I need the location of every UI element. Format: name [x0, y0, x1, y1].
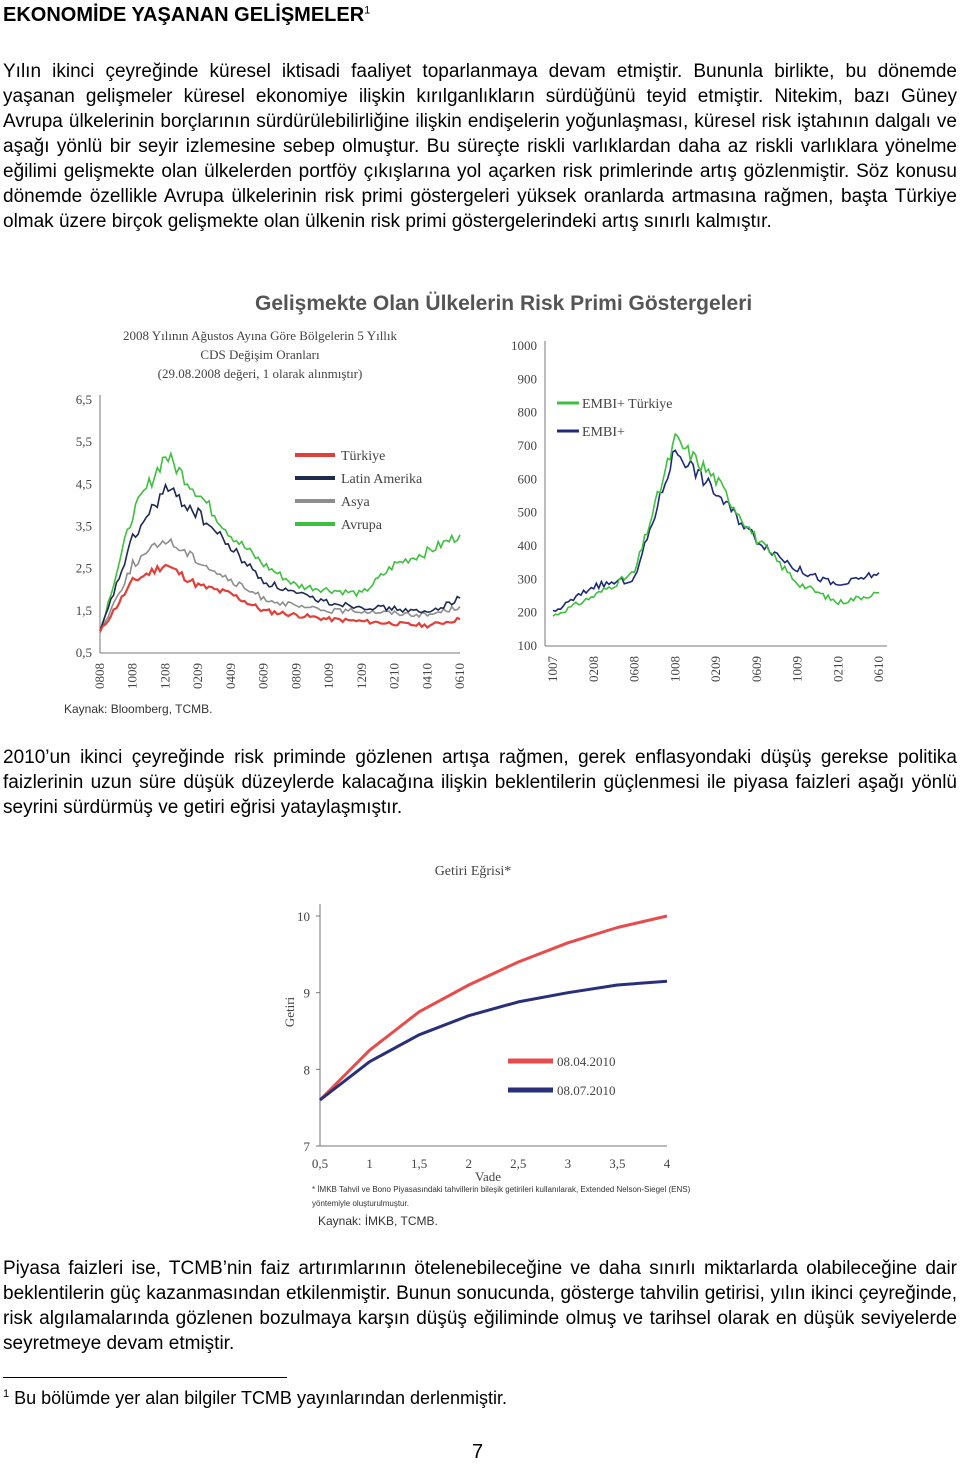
page-number: 7: [472, 1441, 484, 1463]
footnote-mark: 1: [3, 1388, 10, 1400]
yield-legend-label: 08.04.2010: [557, 1054, 616, 1069]
embi-x-tick-label: 1008: [667, 656, 683, 682]
footnote: [3, 1388, 507, 1409]
cds-y-tick-label: 5,5: [75, 434, 92, 450]
embi-y-tick-label: 400: [517, 538, 537, 553]
cds-y-tick-label: 3,5: [75, 518, 92, 534]
embi-x-tick-label: 0210: [830, 656, 846, 682]
cds-legend-label: Asya: [341, 495, 370, 510]
cds-y-tick-label: 0,5: [75, 645, 92, 660]
embi-y-tick-label: 300: [517, 571, 537, 587]
yield-x-tick-label: 4: [663, 1156, 671, 1171]
footnote-separator: [3, 1377, 287, 1378]
yield-y-tick-label: 10: [297, 909, 310, 924]
yield-curve-figure: [270, 856, 700, 1236]
yield-curve-chart: [270, 856, 700, 1181]
embi-x-tick-label: 0208: [585, 656, 601, 682]
cds-legend-label: Latin Amerika: [341, 472, 423, 487]
embi-x-tick-label: 0610: [871, 656, 886, 682]
yield-x-axis-label: Vade: [475, 1169, 501, 1181]
cds-title-line: 2008 Yılının Ağustos Ayına Göre Bölgelerin 5 Yıllık: [122, 328, 398, 343]
yield-x-tick-label: 1,5: [411, 1156, 428, 1171]
cds-x-tick-label: 0209: [190, 663, 206, 689]
cds-y-tick-label: 1,5: [75, 602, 92, 618]
figure1-source: Kaynak: Bloomberg, TCMB.: [64, 702, 213, 716]
cds-legend-label: Avrupa: [341, 518, 382, 533]
yield-y-tick-label: 8: [303, 1062, 310, 1078]
cds-y-tick-label: 2,5: [75, 560, 92, 576]
embi-series-line: [553, 434, 879, 616]
embi-x-tick-label: 0209: [708, 656, 723, 682]
heading-text: EKONOMİDE YAŞANAN GELİŞMELER: [3, 4, 365, 26]
cds-x-tick-label: 0410: [419, 663, 435, 689]
cds-chart: [55, 308, 475, 718]
paragraph-3: Piyasa faizleri ise, TCMB’nin faiz artırımlarının ötelenebileceğine ve daha sınırlı miktarlarda olabileceğine dair beklentilerin güç kazanmasından etkilenmiştir. Bunun sonucunda, gösterge tahvilin getirisi, yılın ikinci çeyreğinde, risk algılamalarında gözlenen bozulmaya karşın düşüş eğiliminde olmuş ve tarihsel olarak en düşük seviyelerde seyretmeye devam etmiştir.: [3, 1258, 957, 1354]
cds-x-tick-label: 1209: [353, 663, 369, 689]
heading-footnote-mark: 1: [364, 4, 371, 17]
cds-x-tick-label: 0609: [255, 663, 271, 689]
paragraph-1: Yılın ikinci çeyreğinde küresel iktisadi faaliyet toparlanmaya devam etmiştir. Bununla birlikte, bu dönemde yaşanan gelişmeler küresel ekonomiye ilişkin kırılganlıkların sürdüğünü teyid etmiştir. Nitekim, bazı Güney Avrupa ülkelerinin borçlarının sürdürülebilirliğine ilişkin endişelerin yoğunlaşması, küresel risk iştahının dalgalı ve aşağı yönlü bir seyir izlemesine sebep olmuştur. Bu süreçte riskli varlıklardan daha az riskli varlıklara yönelme eğilimi gelişmekte olan ülkelerden portföy çıkışlarına yol açarken risk primlerinde artış gözlenmiştir. Söz konusu dönemde özellikle Avrupa ülkelerinin risk primi göstergeleri yüksek oranlarda artmasına rağmen, başta Türkiye olmak üzere birçok gelişmekte olan ülkenin risk primi göstergelerindeki artış sınırlı kalmıştır.: [3, 61, 957, 232]
cds-x-tick-label: 1009: [321, 663, 337, 689]
cds-series-line: [100, 565, 460, 631]
cds-x-tick-label: 1208: [157, 663, 173, 689]
cds-y-tick-label: 4,5: [75, 476, 92, 492]
yield-x-tick-label: 2,5: [510, 1156, 527, 1171]
section-heading: [3, 4, 370, 27]
embi-legend-label: EMBI+: [582, 425, 625, 440]
cds-series-line: [100, 485, 460, 631]
yield-y-tick-label: 9: [303, 985, 310, 1001]
embi-y-tick-label: 500: [517, 504, 537, 520]
embi-x-tick-label: 1009: [789, 656, 805, 682]
cds-x-tick-label: 0210: [386, 663, 402, 689]
cds-x-tick-label: 0409: [222, 663, 238, 689]
embi-y-tick-label: 700: [517, 438, 537, 453]
yield-x-tick-label: 3,5: [609, 1156, 626, 1171]
embi-y-tick-label: 600: [517, 471, 537, 487]
risk-premium-figure: [55, 288, 905, 718]
cds-title-line: CDS Değişim Oranları: [200, 347, 320, 362]
embi-y-tick-label: 100: [517, 638, 537, 653]
embi-series-line: [553, 450, 879, 611]
cds-x-tick-label: 0808: [92, 663, 107, 689]
yield-x-tick-label: 1: [366, 1156, 373, 1171]
cds-x-tick-label: 0809: [288, 663, 304, 689]
yield-x-tick-label: 3: [564, 1156, 572, 1171]
embi-x-tick-label: 1007: [545, 656, 560, 682]
embi-chart: [495, 328, 895, 688]
embi-legend-label: EMBI+ Türkiye: [582, 397, 673, 412]
yield-curve-source: Kaynak: İMKB, TCMB.: [318, 1214, 438, 1228]
embi-y-tick-label: 800: [517, 404, 537, 420]
figure1-title: Gelişmekte Olan Ülkelerin Risk Primi Göstergeleri: [255, 292, 753, 315]
embi-y-tick-label: 200: [517, 604, 537, 620]
yield-title: Getiri Eğrisi*: [434, 864, 512, 879]
footnote-text: Bu bölümde yer alan bilgiler TCMB yayınlarından derlenmiştir.: [14, 1388, 508, 1408]
embi-y-tick-label: 900: [517, 371, 537, 387]
cds-x-tick-label: 0610: [452, 663, 467, 689]
yield-legend-label: 08.07.2010: [557, 1083, 616, 1098]
yield-x-tick-label: 2: [465, 1156, 472, 1171]
cds-title-line: (29.08.2008 değeri, 1 olarak alınmıştır): [157, 366, 363, 381]
yield-curve-footnote: * İMKB Tahvil ve Bono Piyasasındaki tahvillerin bileşik getirileri kullanılarak, Extended Nelson-Siegel (ENS) yöntemiyle oluşturulmuştur.: [312, 1185, 691, 1208]
cds-x-tick-label: 1008: [124, 663, 140, 689]
cds-series-line: [100, 539, 460, 633]
cds-legend-label: Türkiye: [341, 449, 386, 464]
yield-y-axis-label: Getiri: [282, 996, 297, 1028]
paragraph-2: 2010’un ikinci çeyreğinde risk priminde gözlenen artışa rağmen, gerek enflasyondaki düşüş gerekse politika faizlerinin uzun süre düşük düzeylerde kalacağına ilişkin beklentilerin güçlenmesi ile piyasa faizleri aşağı yönlü seyrini sürdürmüş ve getiri eğrisi yataylaşmıştır.: [3, 747, 957, 818]
cds-y-tick-label: 6,5: [75, 392, 92, 407]
embi-y-tick-label: 1000: [511, 338, 537, 353]
embi-x-tick-label: 0608: [626, 656, 642, 682]
yield-x-tick-label: 0,5: [311, 1156, 329, 1171]
yield-y-tick-label: 7: [303, 1139, 310, 1154]
embi-x-tick-label: 0609: [748, 656, 764, 682]
